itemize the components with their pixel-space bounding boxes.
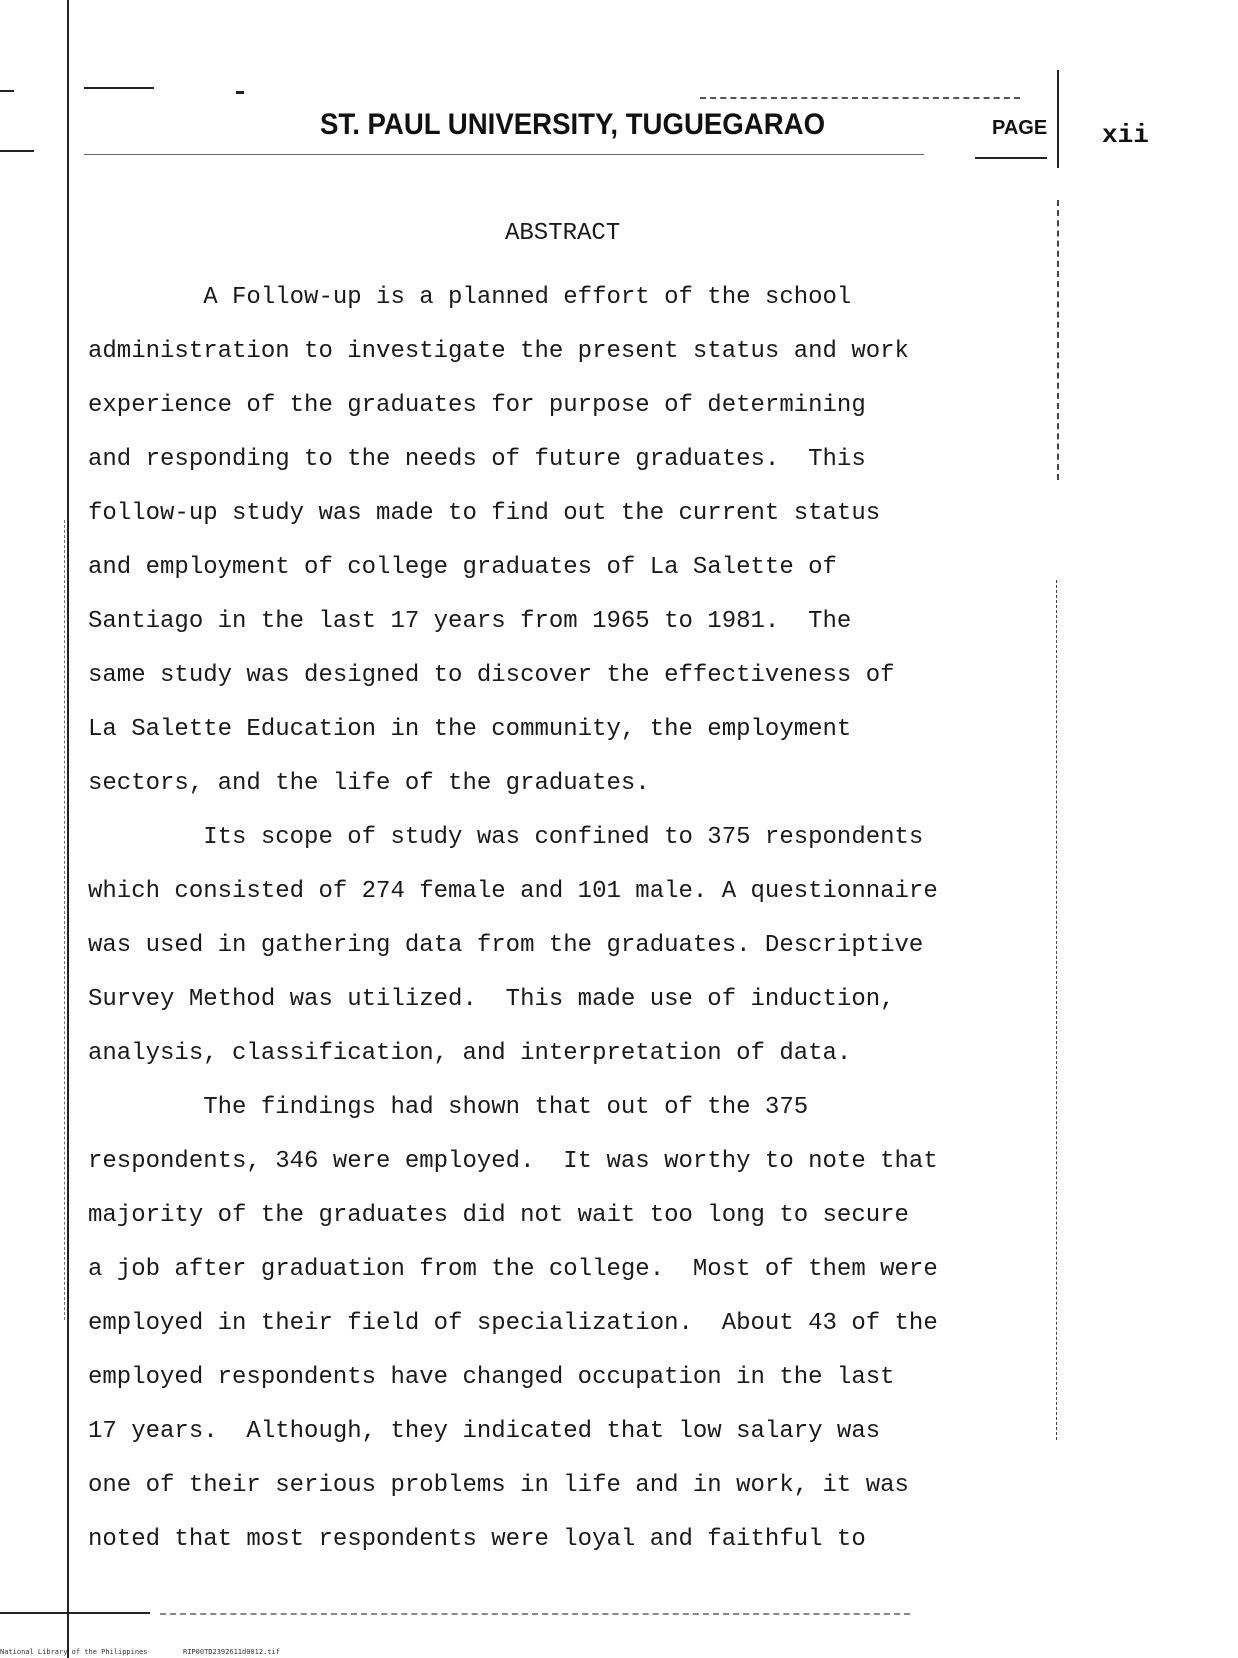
header-rule-top-left — [84, 87, 154, 89]
text-line: same study was designed to discover the effectiveness of — [88, 662, 895, 689]
text-line: which consisted of 274 female and 101 male. A questionnaire — [88, 878, 938, 905]
text-line: and employment of college graduates of La Salette of — [88, 554, 837, 581]
left-edge-tick-top — [0, 90, 14, 92]
header-rule-bottom — [84, 154, 924, 155]
text-line: a job after graduation from the college. Most of them were — [88, 1256, 938, 1283]
right-margin-dash-2 — [1056, 580, 1057, 1440]
right-margin-dash-1 — [1057, 200, 1059, 480]
page-label: PAGE — [992, 117, 1048, 139]
text-line: respondents, 346 were employed. It was worthy to note that — [88, 1148, 938, 1175]
abstract-heading: ABSTRACT — [505, 220, 621, 247]
left-edge-tick-mid — [0, 150, 34, 152]
text-margin-dash — [64, 520, 65, 1320]
text-line: sectors, and the life of the graduates. — [88, 770, 650, 797]
text-line: administration to investigate the present status and work — [88, 338, 909, 365]
text-line: noted that most respondents were loyal and faithful to — [88, 1526, 866, 1553]
text-line: was used in gathering data from the graduates. Descriptive — [88, 932, 924, 959]
footer-rule-dashes — [160, 1613, 910, 1615]
right-margin-rule — [1057, 70, 1059, 168]
file-code: RIP00TD2392611d0012.tif — [183, 1648, 280, 1656]
text-line: The findings had shown that out of the 375 — [88, 1094, 809, 1121]
library-note: National Library of the Philippines — [0, 1648, 148, 1656]
text-line: Santiago in the last 17 years from 1965 to 1981. The — [88, 608, 852, 635]
text-line: experience of the graduates for purpose of determining — [88, 392, 866, 419]
text-line: Survey Method was utilized. This made use of induction, — [88, 986, 895, 1013]
text-line: 17 years. Although, they indicated that low salary was — [88, 1418, 881, 1445]
page-number: xii — [1102, 120, 1149, 150]
text-line: follow-up study was made to find out the current status — [88, 500, 881, 527]
text-line: Its scope of study was confined to 375 respondents — [88, 824, 924, 851]
header-rule-top-right — [700, 97, 1020, 99]
text-line: employed in their field of specialization. About 43 of the — [88, 1310, 938, 1337]
footer-rule-left — [0, 1612, 150, 1614]
institution-name: ST. PAUL UNIVERSITY, TUGUEGARAO — [320, 108, 826, 141]
text-line: majority of the graduates did not wait too long to secure — [88, 1202, 909, 1229]
header-page-underline — [975, 157, 1047, 159]
text-line: analysis, classification, and interpretation of data. — [88, 1040, 852, 1067]
text-line: A Follow-up is a planned effort of the school — [88, 284, 852, 311]
text-line: and responding to the needs of future graduates. This — [88, 446, 866, 473]
text-line: employed respondents have changed occupation in the last — [88, 1364, 895, 1391]
header-rule-top-mid — [236, 91, 244, 94]
text-line: La Salette Education in the community, the employment — [88, 716, 852, 743]
left-margin-rule — [67, 0, 69, 1658]
text-line: one of their serious problems in life and in work, it was — [88, 1472, 909, 1499]
